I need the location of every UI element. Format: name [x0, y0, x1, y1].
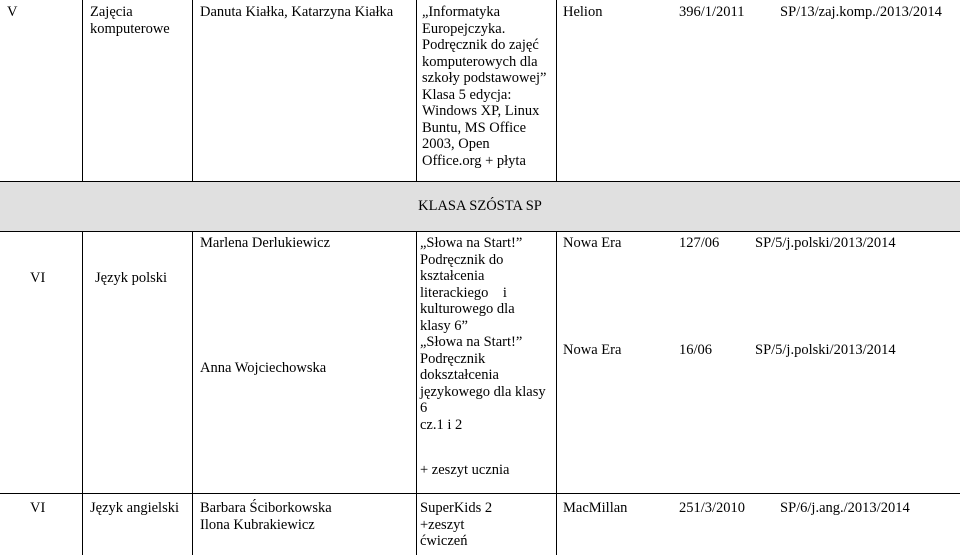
publisher-cell: Helion — [563, 4, 603, 20]
publisher-cell: MacMillan — [563, 500, 628, 516]
rule — [0, 231, 960, 232]
textbook-title — [422, 4, 546, 169]
subject-cell: Język polski — [95, 270, 168, 286]
title-line: Podręcznik do zajęć — [422, 37, 539, 53]
author-line: Barbara Ściborkowska — [200, 500, 332, 516]
approval-number: 396/1/2011 — [679, 4, 745, 20]
publisher-cell: Nowa Era — [563, 235, 622, 251]
approval-number: 127/06 — [679, 235, 720, 251]
textbook-title — [420, 500, 492, 550]
title-line: szkoły podstawowej” — [422, 70, 547, 86]
author-cell: Marlena Derlukiewicz — [200, 235, 331, 251]
title-line: Podręcznik do — [420, 251, 504, 268]
title-line: SuperKids 2 — [420, 500, 493, 516]
title-line: Europejczyka. — [422, 20, 506, 37]
class-cell: VI — [30, 500, 46, 516]
author-cell: Anna Wojciechowska — [200, 360, 327, 376]
class-cell: VI — [30, 270, 46, 286]
title-line: „Słowa na Start!” — [420, 334, 523, 350]
rule — [0, 493, 960, 494]
class-cell: V — [7, 4, 18, 20]
rule — [416, 0, 417, 181]
authors-cell: Danuta Kiałka, Katarzyna Kiałka — [200, 4, 394, 20]
title-line: Buntu, MS Office — [422, 119, 527, 136]
title-line: Podręcznik — [420, 350, 486, 367]
approval-number: 16/06 — [679, 342, 713, 358]
title-line: językowego dla klasy — [420, 383, 546, 400]
title-line: „Informatyka — [422, 4, 501, 20]
title-line: komputerowych dla — [422, 53, 538, 70]
rule — [556, 0, 557, 181]
rule — [82, 0, 83, 181]
publisher-cell: Nowa Era — [563, 342, 622, 358]
program-number: SP/5/j.polski/2013/2014 — [755, 342, 896, 358]
rule — [82, 231, 83, 555]
title-line: literackiego i — [420, 284, 507, 301]
program-number: SP/5/j.polski/2013/2014 — [755, 235, 896, 251]
rule — [416, 231, 417, 555]
author-line: Ilona Kubrakiewicz — [200, 516, 315, 533]
title-line: dokształcenia — [420, 367, 499, 383]
title-line: klasy 6” — [420, 317, 468, 334]
subject-cell: Zajęcia komputerowe — [90, 4, 170, 37]
section-heading: KLASA SZÓSTA SP — [418, 198, 542, 214]
title-line: cz.1 i 2 — [420, 416, 463, 433]
program-number: SP/6/j.ang./2013/2014 — [780, 500, 910, 516]
approval-number: 251/3/2010 — [679, 500, 746, 516]
title-line: +zeszyt — [420, 516, 465, 533]
textbook-title — [420, 235, 550, 433]
rule — [0, 181, 960, 182]
title-line: 6 — [420, 400, 428, 416]
subject-cell: Język angielski — [90, 500, 179, 516]
title-line: kształcenia — [420, 268, 485, 284]
rule — [556, 231, 557, 555]
title-line: ćwiczeń — [420, 533, 468, 549]
extra-note: + zeszyt ucznia — [420, 462, 510, 478]
title-line: „Słowa na Start!” — [420, 235, 523, 251]
author-cell — [200, 500, 332, 533]
title-line: Windows XP, Linux — [422, 103, 540, 119]
title-line: kulturowego dla — [420, 301, 515, 317]
rule — [192, 231, 193, 555]
rule — [192, 0, 193, 181]
program-number: SP/13/zaj.komp./2013/2014 — [780, 4, 942, 20]
title-line: 2003, Open — [422, 136, 490, 152]
title-line: Office.org + płyta — [422, 152, 526, 169]
title-line: Klasa 5 edycja: — [422, 86, 512, 103]
